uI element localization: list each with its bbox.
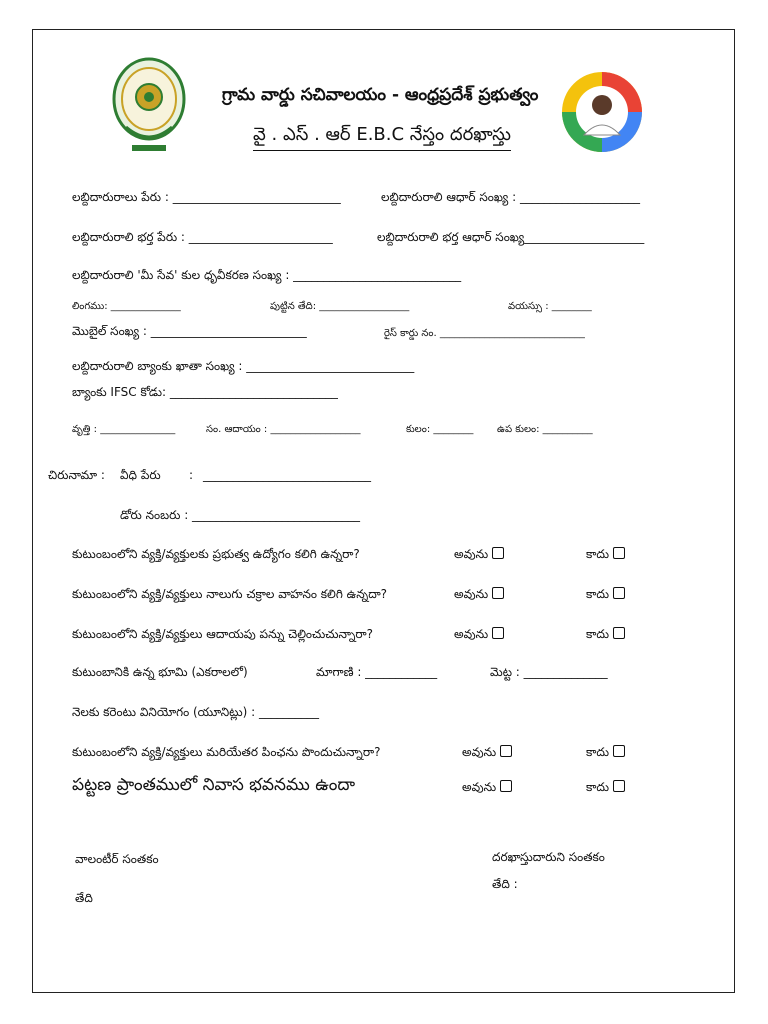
form-scheme-title: వై . ఎస్ . ఆర్ E.B.C నేస్తం దరఖాస్తు: [253, 124, 511, 151]
yes-option[interactable]: [462, 779, 512, 795]
yes-option[interactable]: [462, 744, 512, 760]
yes-option[interactable]: [454, 626, 504, 642]
volunteer-signature-label: వాలంటీర్ సంతకం: [75, 852, 159, 866]
ap-government-emblem-icon: [112, 57, 186, 160]
no-label: కాదు: [586, 627, 610, 641]
no-option[interactable]: [586, 779, 625, 795]
yes-option[interactable]: [454, 586, 504, 602]
address-label: చిరునామా :: [48, 468, 105, 482]
sub-caste-field: ఉప కులం: __________: [497, 424, 593, 435]
no-option[interactable]: [586, 586, 625, 602]
yes-label: అవును: [454, 587, 489, 601]
no-label: కాదు: [586, 745, 610, 759]
question-pension: కుటుంబంలోని వ్యక్తి/వ్యక్తులు మరియేతర పింఛను పొందుచున్నారా?: [72, 745, 381, 759]
yes-checkbox[interactable]: [500, 780, 512, 792]
ifsc-field[interactable]: బ్యాంకు IFSC కోడు: ____________________________: [72, 385, 338, 399]
wet-land-field[interactable]: మాగాణి : ____________: [316, 665, 438, 679]
no-label: కాదు: [586, 780, 610, 794]
no-option[interactable]: [586, 626, 625, 642]
no-label: కాదు: [586, 547, 610, 561]
beneficiary-aadhaar-field[interactable]: లబ్దిదారురాలి ఆధార్ సంఖ్య : ____________________: [381, 190, 640, 204]
scheme-logo-photo: [560, 60, 644, 166]
caste-certificate-field[interactable]: లబ్దిదారురాలి 'మీ సేవ' కుల ధృవీకరణ సంఖ్య : ____________________________: [72, 268, 462, 282]
yes-label: అవును: [454, 547, 489, 561]
form-office-title: గ్రామ వార్డు సచివాలయం - ఆంధ్రప్రదేశ్ ప్రభుత్వం: [222, 85, 539, 105]
occupation-field[interactable]: వృత్తి : _______________: [72, 424, 176, 435]
yes-checkbox[interactable]: [492, 587, 504, 599]
no-option[interactable]: [586, 744, 625, 760]
beneficiary-name-field[interactable]: లబ్దిదారురాలు పేరు : ____________________________: [72, 190, 341, 204]
bank-account-field[interactable]: లబ్దిదారురాలి బ్యాంకు ఖాతా సంఖ్య : ____________________________: [72, 359, 415, 373]
yes-label: అవును: [462, 780, 497, 794]
no-checkbox[interactable]: [613, 627, 625, 639]
gender-field[interactable]: లింగము: ______________: [72, 301, 181, 312]
husband-aadhaar-field[interactable]: లబ్దిదారురాలి భర్త ఆధార్ సంఖ్య____________________: [377, 230, 645, 244]
no-checkbox[interactable]: [613, 547, 625, 559]
no-checkbox[interactable]: [613, 587, 625, 599]
dob-field[interactable]: పుట్టిన తేది: __________________: [270, 301, 410, 312]
land-label: కుటుంబానికి ఉన్న భూమి (ఎకరాలలో): [72, 665, 248, 679]
mobile-field[interactable]: మొబైల్ సంఖ్య : __________________________: [72, 324, 307, 338]
yes-checkbox[interactable]: [492, 627, 504, 639]
no-checkbox[interactable]: [613, 745, 625, 757]
question-four-wheeler: కుటుంబంలోని వ్యక్తి/వ్యక్తులు నాలుగు చక్రాల వాహనం కలిగి ఉన్నదా?: [72, 587, 388, 601]
dry-land-field[interactable]: మెట్ట : ______________: [490, 665, 608, 679]
yes-checkbox[interactable]: [500, 745, 512, 757]
street-field[interactable]: ____________________________: [203, 468, 371, 482]
volunteer-date-label: తేది: [75, 891, 93, 905]
electricity-field[interactable]: నెలకు కరెంటు వినియోగం (యూనిట్లు) : __________: [72, 705, 319, 719]
caste-field[interactable]: కులం: ________: [406, 424, 474, 435]
no-checkbox[interactable]: [613, 780, 625, 792]
yes-label: అవును: [454, 627, 489, 641]
annual-income-field[interactable]: సం. ఆదాయం : __________________: [206, 424, 361, 435]
yes-checkbox[interactable]: [492, 547, 504, 559]
yes-label: అవును: [462, 745, 497, 759]
street-label: వీధి పేరు: [120, 468, 161, 482]
husband-name-field[interactable]: లబ్దిదారురాలి భర్త పేరు : ________________________: [72, 230, 333, 244]
no-label: కాదు: [586, 587, 610, 601]
rice-card-field[interactable]: రైస్ కార్డు నం. _____________________________: [384, 328, 585, 339]
applicant-date-label: తేది :: [492, 877, 518, 891]
street-colon: :: [189, 468, 194, 482]
door-number-field[interactable]: డోరు నంబరు : ____________________________: [120, 508, 361, 522]
yes-option[interactable]: [454, 546, 504, 562]
no-option[interactable]: [586, 546, 625, 562]
age-field[interactable]: వయస్సు : ________: [508, 301, 592, 312]
applicant-signature-label: దరఖాస్తుదారుని సంతకం: [492, 850, 605, 864]
question-urban-house: పట్టణ ప్రాంతములో నివాస భవనము ఉందా: [72, 775, 356, 795]
question-income-tax: కుటుంబంలోని వ్యక్తి/వ్యక్తులు ఆదాయపు పన్ను చెల్లించుచున్నారా?: [72, 627, 374, 641]
question-govt-job: కుటుంబంలోని వ్యక్తి/వ్యక్తులకు ప్రభుత్వ ఉద్యోగం కలిగి ఉన్నరా?: [72, 547, 360, 561]
